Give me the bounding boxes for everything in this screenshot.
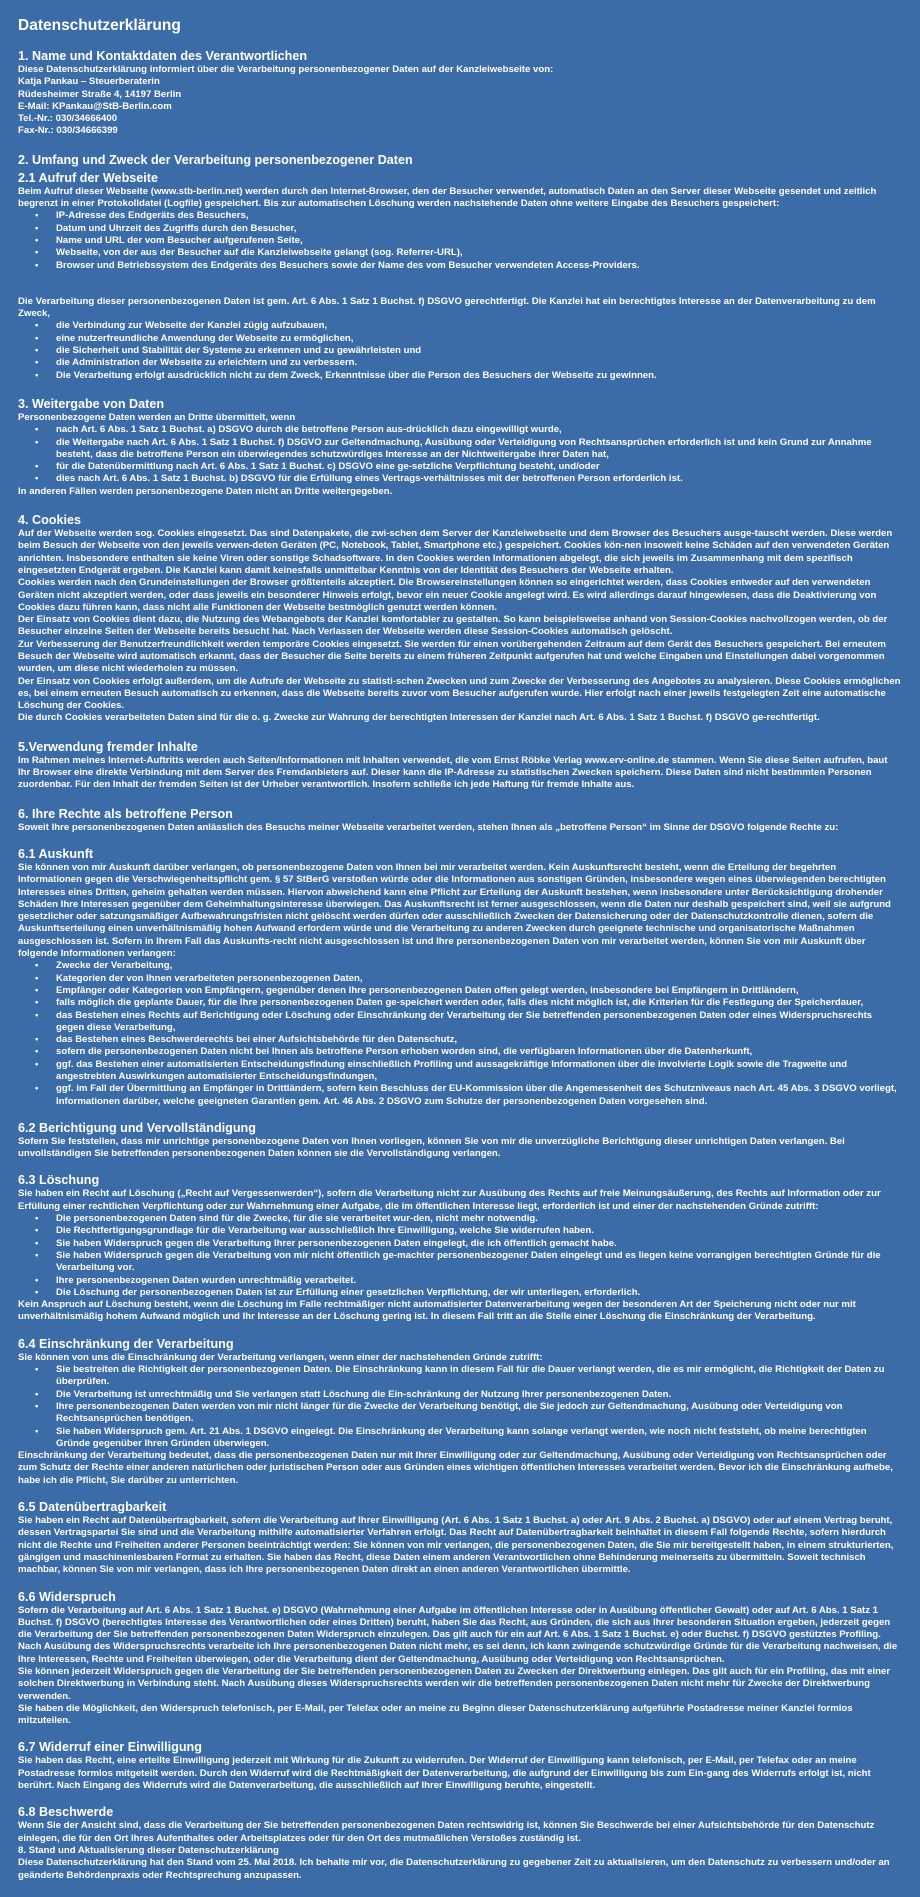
section-6-text: Soweit Ihre personenbezogenen Daten anlässlich des Besuchs meiner Webseite verarbeitet werden, stehen Ihnen als „betroffene Person“ im Sinne der DSGVO folgende Rechte zu: — [18, 821, 839, 833]
list-item: • Kategorien der von Ihnen verarbeiteten personenbezogenen Daten, — [56, 973, 902, 985]
list-item: • ggf. das Bestehen einer automatisierten Entscheidungsfindung einschließlich Profiling und aussagekräftige Informationen über die involvierte Logik sowie die Tragweite und angestrebten Auswirkungen automatisierter Entscheidungsfindungen, — [56, 1059, 902, 1084]
cookies-paragraph: Der Einsatz von Cookies dient dazu, die Nutzung des Webangebots der Kanzlei komfortabler zu gestalten. So kann beispielsweise anhand von Session-Cookies nachvollzogen werden, ob der Besucher einzelne Seiten der Webseite bereits besucht hat. Nach Verlassen der Webseite werden diese Session-Cookies automatisch gelöscht. — [18, 614, 888, 638]
list-item: • die Verbindung zur Webseite der Kanzlei zügig aufzubauen, — [56, 320, 902, 332]
section-2-heading: 2. Umfang und Zweck der Verarbeitung personenbezogener Daten — [18, 152, 413, 167]
section-6-4-heading: 6.4 Einschränkung der Verarbeitung — [18, 1336, 234, 1351]
section-6-7-heading: 6.7 Widerruf einer Einwilligung — [18, 1740, 202, 1755]
spacer — [18, 272, 902, 296]
section-5-text: Im Rahmen meines Internet-Auftritts werden auch Seiten/Informationen mit Inhalten verwendet, die vom Ernst Röbke Verlag www.erv-online.de stammen. Wenn Sie diese Seiten aufrufen, baut Ihr Browser eine direkte Verbindung mit dem Server des Fremdanbieters auf. Dieser kann die IP-Adresse zu statistischen Zwecken speichern. Diese Daten sind nicht bestimmten Personen zuordenbar. Für den Inhalt der fremden Seiten ist der Urheber verantwortlich. Insofern schließe ich jede Haftung für fremde Inhalte aus. — [18, 754, 888, 791]
cookies-paragraph: Cookies werden nach den Grundeinstellungen der Browser größtenteils akzeptiert. Die Browsereinstellungen können so eingerichtet werden, dass Cookies entweder auf den verwendeten Geräten nicht akzeptiert werden, oder dass jeweils ein besonderer Hinweis erfolgt, bevor ein neuer Cookie angelegt wird. Es wird allerdings darauf hingewiesen, dass die Deaktivierung von Cookies dazu führen kann, dass nicht alle Funktionen der Webseite bestmöglich genutzt werden können. — [18, 577, 877, 613]
section-3-intro: Personenbezogene Daten werden an Dritte übermittelt, wenn — [18, 411, 296, 423]
list-item: • Sie haben Widerspruch gegen die Verarbeitung von mir nicht öffentlich ge-machter personenbezogener Daten eingelegt und es liegen keine vorrangigen berechtigten Gründe für die Verarbeitung vor. — [56, 1250, 902, 1275]
section-3-outro: In anderen Fällen werden personenbezogene Daten nicht an Dritte weitergegeben. — [18, 485, 393, 497]
section-6-2-heading: 6.2 Berichtigung und Vervollständigung — [18, 1120, 256, 1135]
list-item: • Die Rechtfertigungsgrundlage für die Verarbeitung war ausschließlich Ihre Einwilligung, welche Sie widerrufen haben. — [56, 1225, 902, 1237]
section-6-2-text: Sofern Sie feststellen, dass mir unrichtige personenbezogene Daten von Ihnen vorliegen, können Sie von mir die unverzügliche Berichtigung dieser unrichtigen Daten verlangen. Bei unvollständigen Sie betreffenden personenbezogenen Daten können sie die Vervollständigung verlangen. — [18, 1135, 845, 1160]
cookies-paragraph: Der Einsatz von Cookies erfolgt außerdem, um die Aufrufe der Webseite zu statisti-schen Zwecken und zum Zwecke der Verbesserung des Angebotes zu analysieren. Diese Cookies ermöglichen es, bei einem erneuten Besuch automatisch zu erkennen, dass die Webseite bereits zuvor vom Besucher aufgerufen wurde. Hier erfolgt nach einer jeweils festgelegten Zeit eine automatische Löschung der Cookies. — [18, 675, 901, 712]
section-5-heading: 5.Verwendung fremder Inhalte — [18, 739, 198, 754]
list-item: • Die Löschung der personenbezogenen Daten ist zur Erfüllung einer gesetzlichen Verpflichtung, der wir unterliegen, erforderlich. — [56, 1287, 902, 1299]
list-item: • sofern die personenbezogenen Daten nicht bei Ihnen als betroffene Person erhoben worden sind, die verfügbaren Informationen über die Datenherkunft, — [56, 1046, 902, 1058]
list-item: • Datum und Uhrzeit des Zugriffs durch den Besucher, — [56, 223, 902, 235]
list-item: • Ihre personenbezogenen Daten wurden unrechtmäßig verarbeitet. — [56, 1275, 902, 1287]
section-6-8-heading: 6.8 Beschwerde — [18, 1805, 114, 1820]
section-6-heading: 6. Ihre Rechte als betroffene Person — [18, 806, 233, 821]
controller-address: Rüdesheimer Straße 4, 14197 Berlin — [18, 88, 182, 100]
section-6-4-intro: Sie können von uns die Einschränkung der Verarbeitung verlangen, wenn einer der nachstehenden Gründe zutrifft: — [18, 1351, 543, 1363]
objection-paragraph: Sofern die Verarbeitung auf Art. 6 Abs. 1 Satz 1 Buchst. e) DSGVO (Wahrnehmung einer Aufgabe im öffentlichen Interesse oder in Ausübung öffentlicher Gewalt) oder auf Art. 6 Abs. 1 Satz 1 Buchst. f) DSGVO (berechtigtes Interesse des Verantwortlichen oder eines Dritten) beruht, haben Sie das Recht, aus Gründen, die sich aus Ihrer besonderen Situation ergeben, jederzeit gegen die Verarbeitung der Sie betreffenden personenbezogenen Daten Widerspruch einzulegen. Das gilt auch für ein auf Art. 6 Abs. 1 Satz 1 Buchst. e) oder Buchst. f) DSGVO gestütztes Profiling. Nach Ausübung des Widerspruchsrechts verarbeite ich Ihre personenbezogenen Daten nicht mehr, es sei denn, ich kann zwingende schutzwürdige Gründe für die Verarbeitung nachweisen, die Ihre Interessen, Rechte und Freiheiten überwiegen, oder die Verarbeitung dient der Geltendmachung, Ausübung oder Verteidigung von Rechtsansprüchen. — [18, 1604, 898, 1665]
list-item: • IP-Adresse des Endgeräts des Besuchers, — [56, 210, 902, 222]
section-2-1-heading: 2.1 Aufruf der Webseite — [18, 170, 158, 185]
section-6-5-text: Sie haben ein Recht auf Datenübertragbarkeit, sofern die Verarbeitung auf Ihrer Einwilligung (Art. 6 Abs. 1 Satz 1 Buchst. a) oder Art. 9 Abs. 2 Buchst. a) DSGVO) oder auf einem Vertrag beruht, dessen Vertragspartei Sie sind und die Verarbeitung mithilfe automatisierter Verfahren erfolgt. Das Recht auf Datenübertragbarkeit beinhaltet in diesem Fall folgende Rechte, sofern hierdurch nicht die Rechte und Freiheiten anderer Personen beeinträchtigt werden: Sie können von mir verlangen, die personenbezogenen Daten, die Sie mir bereitgestellt haben, in einem strukturierten, gängigen und maschinenlesbaren Format zu erhalten. Sie haben das Recht, diese Daten einem anderen Verantwortlichen ohne Behinderung meinerseits zu übermitteln. Soweit technisch machbar, können Sie von mir verlangen, dass ich Ihre personenbezogenen Daten direkt an einen anderen Verantwortlichen übermittle. — [18, 1515, 894, 1576]
list-item: • falls möglich die geplante Dauer, für die Ihre personenbezogenen Daten ge-speichert werden oder, falls dies nicht möglich ist, die Kriterien für die Festlegung der Speicherdauer, — [56, 997, 902, 1009]
list-item: • Browser und Betriebssystem des Endgeräts des Besuchers sowie der Name des vom Besucher verwendeten Access-Providers. — [56, 260, 902, 272]
list-item: • Webseite, von der aus der Besucher auf die Kanzleiwebseite gelangt (sog. Referrer-URL), — [56, 247, 902, 259]
controller-phone: Tel.-Nr.: 030/34666400 — [18, 113, 118, 125]
list-item: • Die Verarbeitung erfolgt ausdrücklich nicht zu dem Zweck, Erkenntnisse über die Person des Besuchers der Webseite zu gewinnen. — [56, 370, 902, 382]
section-6-1-heading: 6.1 Auskunft — [18, 846, 94, 861]
section-6-7-text: Sie haben das Recht, eine erteilte Einwilligung jederzeit mit Wirkung für die Zukunft zu widerrufen. Der Widerruf der Einwilligung kann telefonisch, per E-Mail, per Telefax oder an meine Postadresse formlos mitgeteilt werden. Durch den Widerruf wird die Rechtmäßigkeit der Datenverarbeitung, die aufgrund der Einwilligung bis zum Ein-gang des Widerrufs erfolgt ist, nicht berührt. Nach Eingang des Widerrufs wird die Datenverarbeitung, die ausschließlich auf Ihrer Einwilligung beruhte, eingestellt. — [18, 1755, 871, 1792]
list-item: • Sie bestreiten die Richtigkeit der personenbezogenen Daten. Die Einschränkung kann in diesem Fall für die Dauer verlangt werden, die es mir ermöglicht, die Richtigkeit der Daten zu überprüfen. — [56, 1364, 902, 1389]
list-item: • Name und URL der vom Besucher aufgerufenen Seite, — [56, 235, 902, 247]
section-8-text: Diese Datenschutzerklärung hat den Stand vom 25. Mai 2018. Ich behalte mir vor, die Datenschutzerklärung zu gegebener Zeit zu aktualisieren, um den Datenschutz zu verbessern und/oder an geänderte Behördenpraxis oder Rechtsprechung anzupassen. — [18, 1857, 890, 1881]
controller-intro: Diese Datenschutzerklärung informiert über die Verarbeitung personenbezogener Daten auf der Kanzleiwebseite von: — [18, 64, 554, 75]
list-item: • eine nutzerfreundliche Anwendung der Webseite zu ermöglichen, — [56, 333, 902, 345]
section-6-3-outro: Kein Anspruch auf Löschung besteht, wenn die Löschung im Falle rechtmäßiger nicht automatisierter Datenverarbeitung wegen der besonderen Art der Speicherung nicht oder nur mit unverhältnismäßig hohem Aufwand möglich und Ihr Interesse an der Löschung gering ist. In diesem Fall tritt an die Stelle einer Löschung die Einschränkung der Verarbeitung. — [18, 1299, 856, 1323]
objection-paragraph: Sie können jederzeit Widerspruch gegen die Verarbeitung der Sie betreffenden personenbezogenen Daten zu Zwecken der Direktwerbung einlegen. Das gilt auch für ein Profiling, das mit einer solchen Direktwerbung in Verbindung steht. Nach Ausübung dieses Widerspruchsrechts werden wir die betreffenden personenbezogenen Daten nicht mehr für Zwecke der Direktwerbung verwenden. — [18, 1665, 891, 1702]
section-6-3-heading: 6.3 Löschung — [18, 1173, 100, 1188]
list-item: • ggf. im Fall der Übermittlung an Empfänger in Drittländern, sofern kein Beschluss der EU-Kommission über die Angemessenheit des Schutzniveaus nach Art. 45 Abs. 3 DSGVO vorliegt, Informationen darüber, welche geeigneten Garantien gem. Art. 46 Abs. 2 DSGVO zum Schutze der personenbezogenen Daten vorgesehen sind. — [56, 1083, 902, 1108]
access-info-list — [18, 960, 902, 1108]
list-item: • Zwecke der Verarbeitung, — [56, 960, 902, 972]
erasure-reasons-list — [18, 1213, 902, 1299]
section-3-heading: 3. Weitergabe von Daten — [18, 396, 165, 411]
disclosure-list — [18, 424, 902, 485]
cookies-paragraph: Zur Verbesserung der Benutzerfreundlichkeit werden temporäre Cookies eingesetzt. Sie werden für einen vorübergehenden Zeitraum auf dem Gerät des Besuchers gespeichert. Bei erneutem Besuch der Webseite wird automatisch erkannt, dass der Besucher die Seite bereits zu einem früheren Zeitpunkt aufgerufen hat und welche Eingaben und Einstellungen dabei vorgenommen wurden, um diese nicht wiederholen zu müssen. — [18, 638, 886, 675]
cookies-paragraph: Auf der Webseite werden sog. Cookies eingesetzt. Das sind Datenpakete, die zwi-schen dem Server der Kanzleiwebseite und dem Browser des Besuchers ausge-tauscht werden. Diese werden beim Besuch der Webseite von den jeweils verwen-deten Geräten (PC, Notebook, Tablet, Smartphone etc.) gespeichert. Cookies kön-nen insoweit keine Schäden auf den verwendeten Geräten anrichten. Insbesondere enthalten sie keine Viren oder sonstige Schadsoftware. In den Cookies werden Informationen abgelegt, die sich jeweils im Zusammenhang mit dem spezifisch eingesetzten Endgerät ergeben. Die Kanzlei kann damit keinesfalls unmittelbar Kenntnis von der Identität des Besuchers der Webseite erhalten. — [18, 528, 893, 576]
list-item: • das Bestehen eines Beschwerderechts bei einer Aufsichtsbehörde für den Datenschutz, — [56, 1034, 902, 1046]
list-item: • die Administration der Webseite zu erleichtern und zu verbessern. — [56, 357, 902, 369]
list-item: • Ihre personenbezogenen Daten werden von mir nicht länger für die Zwecke der Verarbeitung benötigt, die Sie jedoch zur Geltendmachung, Ausübung oder Verteidigung von Rechtsansprüchen benötigen. — [56, 1401, 902, 1426]
list-item: • dies nach Art. 6 Abs. 1 Satz 1 Buchst. b) DSGVO für die Erfüllung eines Vertrags-verhältnisses mit der betroffenen Person erforderlich ist. — [56, 473, 902, 485]
section-6-4-outro: Einschränkung der Verarbeitung bedeutet, dass die personenbezogenen Daten nur mit Ihrer Einwilligung oder zur Geltendmachung, Ausübung oder Verteidigung von Rechtsansprüchen oder zum Schutz der Rechte einer anderen natürlichen oder juristischen Person oder aus Gründen eines wichtigen öffentlichen Interesses verarbeitet werden. Bevor ich die Einschränkung aufhebe, habe ich die Pflicht, Sie darüber zu unterrichten. — [18, 1450, 893, 1486]
list-item: • Empfänger oder Kategorien von Empfängern, gegenüber denen Ihre personenbezogenen Daten offen gelegt werden, insbesondere bei Empfängern in Drittländern, — [56, 985, 902, 997]
page-title: Datenschutzerklärung — [18, 17, 181, 34]
list-item: • nach Art. 6 Abs. 1 Satz 1 Buchst. a) DSGVO durch die betroffene Person aus-drücklich dazu eingewilligt wurde, — [56, 424, 902, 436]
controller-email: E-Mail: KPankau@StB-Berlin.com — [18, 100, 172, 112]
logged-data-list — [18, 210, 902, 271]
section-2-1-legal-basis: Die Verarbeitung dieser personenbezogenen Daten ist gem. Art. 6 Abs. 1 Satz 1 Buchst. f) DSGVO gerechtfertigt. Die Kanzlei hat ein berechtigtes Interesse an der Datenverarbeitung zu dem Zweck, — [18, 295, 876, 320]
section-6-3-intro: Sie haben ein Recht auf Löschung („Recht auf Vergessenwerden“), sofern die Verarbeitung nicht zur Ausübung des Rechts auf freie Meinungsäußerung, des Rechts auf Information oder zur Erfüllung einer rechtlichen Verpflichtung oder zur Wahrnehmung einer Aufgabe, die im öffentlichen Interesse liegt, erforderlich ist und einer der nachstehenden Gründe zutrifft: — [18, 1188, 881, 1212]
controller-fax: Fax-Nr.: 030/34666399 — [18, 125, 118, 137]
section-4-heading: 4. Cookies — [18, 513, 81, 528]
section-6-1-text: Sie können von mir Auskunft darüber verlangen, ob personenbezogene Daten von Ihnen bei mir verarbeitet werden. Kein Auskunftsrecht besteht, wenn die Erteilung der begehrten Informationen gegen die Verschwiegenheitspflicht gem. § 57 StBerG verstoßen würde oder die Informationen aus sonstigen Gründen, insbesondere wegen eines überwiegenden berechtigten Interesses eines Dritten, geheim gehalten werden müssen. Hiervon abweichend kann eine Pflicht zur Erteilung der Auskunft bestehen, wenn insbesondere unter Berücksichtigung drohender Schäden Ihre Interessen gegenüber dem Geheimhaltungsinteresse überwiegen. Das Auskunftsrecht ist ferner ausgeschlossen, wenn die Daten nur deshalb gespeichert sind, weil sie aufgrund gesetzlicher oder satzungsmäßiger Aufbewahrungsfristen nicht gelöscht werden dürfen oder ausschließlich Zwecken der Datensicherung oder der Datenschutzkontrolle dienen, sofern die Auskunftserteilung einen unverhältnismäßig hohen Aufwand erfordern würde und die Verarbeitung zu anderen Zwecken durch geeignete technische und organisatorische Maßnahmen ausgeschlossen ist. Sofern in Ihrem Fall das Auskunfts-recht nicht ausgeschlossen ist und Ihre personenbezogenen Daten von mir verarbeitet werden, können Sie von mir Auskunft über folgende Informationen verlangen: — [18, 861, 891, 960]
list-item: • Die personenbezogenen Daten sind für die Zwecke, für die sie verarbeitet wur-den, nicht mehr notwendig. — [56, 1213, 902, 1225]
section-1-heading: 1. Name und Kontaktdaten des Verantwortlichen — [18, 49, 308, 63]
controller-contact-block — [18, 64, 902, 138]
list-item: • die Weitergabe nach Art. 6 Abs. 1 Satz 1 Buchst. f) DSGVO zur Geltendmachung, Ausübung oder Verteidigung von Rechtsansprüchen erforderlich ist und kein Grund zur Annahme besteht, dass die betroffene Person ein überwiegendes schutzwürdiges Interesse an der Nichtweitergabe ihrer Daten hat, — [56, 437, 902, 462]
list-item: • Die Verarbeitung ist unrechtmäßig und Sie verlangen statt Löschung die Ein-schränkung der Nutzung Ihrer personenbezogenen Daten. — [56, 1389, 902, 1401]
objection-paragraph: Sie haben die Möglichkeit, den Widerspruch telefonisch, per E-Mail, per Telefax oder an meine zu Beginn dieser Datenschutzerklärung aufgeführte Postadresse meiner Kanzlei formlos mitzuteilen. — [18, 1702, 853, 1727]
restriction-reasons-list — [18, 1364, 902, 1450]
list-item: • Sie haben Widerspruch gem. Art. 21 Abs. 1 DSGVO eingelegt. Die Einschränkung der Verarbeitung kann solange verlangt werden, wie noch nicht feststeht, ob meine berechtigten Gründe gegenüber Ihren Gründen überwiegen. — [56, 1426, 902, 1451]
controller-name: Katja Pankau – Steuerberaterin — [18, 76, 160, 88]
list-item: • die Sicherheit und Stabilität der Systeme zu erkennen und zu gewährleisten und — [56, 345, 902, 357]
list-item: • Sie haben Widerspruch gegen die Verarbeitung Ihrer personenbezogenen Daten eingelegt, die ich öffentlich gemacht habe. — [56, 1238, 902, 1250]
section-8-title: 8. Stand und Aktualisierung dieser Datenschutzerklärung — [18, 1844, 279, 1856]
section-6-5-heading: 6.5 Datenübertragbarkeit — [18, 1500, 167, 1515]
list-item: • für die Datenübermittlung nach Art. 6 Abs. 1 Satz 1 Buchst. c) DSGVO eine ge-setzliche Verpflichtung besteht, und/oder — [56, 461, 902, 473]
section-6-6-heading: 6.6 Widerspruch — [18, 1589, 116, 1604]
section-2-1-intro: Beim Aufruf dieser Webseite (www.stb-berlin.net) werden durch den Internet-Browser, den der Besucher verwendet, automatisch Daten an den Server dieser Webseite gesendet und zeitlich begrenzt in einer Protokolldatei (Logfile) gespeichert. Bis zur automatischen Löschung werden nachstehende Daten ohne weitere Eingabe des Besuchers gespeichert: — [18, 185, 877, 210]
purpose-list — [18, 320, 902, 381]
list-item: • das Bestehen eines Rechts auf Berichtigung oder Löschung oder Einschränkung der Verarbeitung der Sie betreffenden personenbezogenen Daten oder eines Widerspruchsrechts gegen diese Verarbeitung, — [56, 1010, 902, 1035]
cookies-paragraph: Die durch Cookies verarbeiteten Daten sind für die o. g. Zwecke zur Wahrung der berechtigten Interessen der Kanzlei nach Art. 6 Abs. 1 Satz 1 Buchst. f) DSGVO ge-rechtfertigt. — [18, 712, 820, 724]
section-6-8-text: Wenn Sie der Ansicht sind, dass die Verarbeitung der Sie betreffenden personenbezogenen Daten rechtswidrig ist, können Sie Beschwerde bei einer Aufsichtsbehörde für den Datenschutz einlegen, die für den Ort Ihres Aufenthaltes oder Arbeitsplatzes oder für den Ort des mutmaßlichen Verstoßes zuständig ist. — [18, 1820, 875, 1844]
